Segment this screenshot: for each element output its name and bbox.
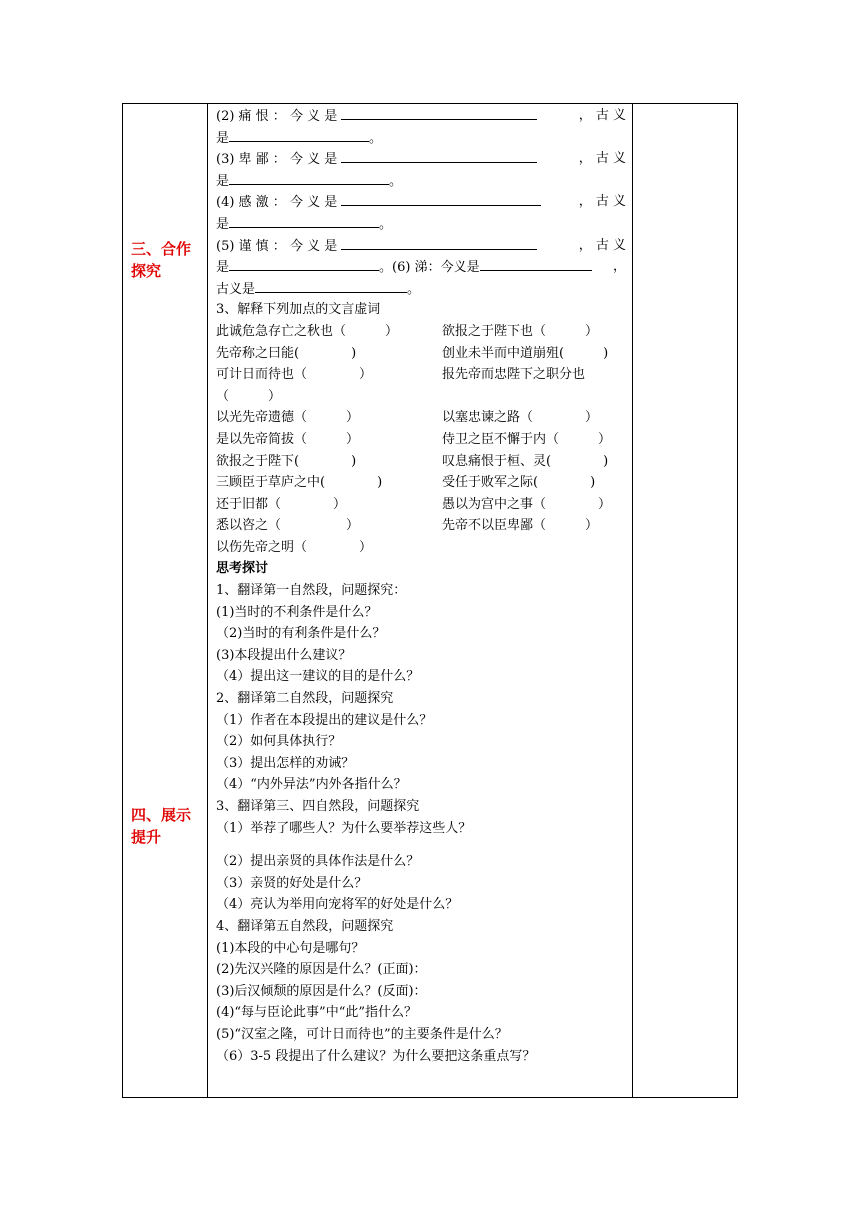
xuci-item: 侍卫之臣不懈于内（ ） [442,431,612,447]
question-heading: 4、翻译第五自然段，问题探究 [216,918,394,934]
xuci-row [216,515,626,537]
thinking-heading: 思考探讨 [216,561,269,577]
xuci-row [216,364,626,386]
xuci-item: 可计日而待也（ ） [216,367,373,383]
xuci-row [216,472,626,494]
vocab-line: (2) 痛 恨 ： 今 义 是 ， 古 义 [216,105,626,127]
xuci-item: 叹息痛恨于桓、灵( ) [442,453,609,469]
question-heading: 3、翻译第三、四自然段，问题探究 [216,799,420,814]
xuci-row [216,386,626,408]
xuci-item: 悉以咨之（ ） [216,518,360,534]
xuci-row [216,451,626,473]
main-content [216,105,626,1067]
answer-blank[interactable] [341,191,541,206]
vocab-line: 是 。 [216,127,626,149]
question-item: （2）如何具体执行？ [216,734,342,750]
section-heading-cooperation: 三、合作探究 [131,240,192,280]
xuci-row [216,537,626,559]
vocab-line: (4) 感 激 ： 今 义 是 ， 古 义 [216,191,626,213]
xuci-row [216,429,626,451]
question-heading: 1、翻译第一自然段，问题探究： [216,583,407,599]
xuci-item: 先帝不以臣卑鄙（ ） [442,518,599,534]
answer-blank[interactable] [229,256,379,271]
xuci-list [216,321,626,559]
xuci-item: 以伤先帝之明（ ） [216,539,373,555]
question-item: (4)“每与臣论此事”中“此”指什么？ [216,1005,417,1021]
xuci-item: 是以先帝简拔（ ） [216,431,360,447]
question-item: （4）亮认为举用向宠将军的好处是什么？ [216,897,459,913]
xuci-item: 欲报之于陛下( ) [216,453,357,469]
question-item: （1）作者在本段提出的建议是什么？ [216,712,433,728]
vocab-line: 是 。 [216,213,626,235]
answer-blank[interactable] [229,127,369,142]
xuci-item: 先帝称之曰能( ) [216,345,357,361]
question-item: (1)当时的不利条件是什么？ [216,604,378,620]
section-heading-display: 四、展示提升 [131,806,192,846]
question-item: (2)先汉兴隆的原因是什么？(正面)： [216,962,427,978]
question-item: （3）亲贤的好处是什么？ [216,875,368,891]
answer-blank[interactable] [341,235,537,250]
xuci-item: 创业未半而中道崩殂( ) [442,345,609,361]
column-divider [207,104,208,1097]
xuci-item: 报先帝而忠陛下之职分也 [442,367,586,383]
question-item: （2)当时的有利条件是什么？ [216,626,386,642]
question-item: (5)“汉室之隆，可计日而待也”的主要条件是什么？ [216,1026,508,1042]
answer-blank[interactable] [341,105,537,120]
xuci-row [216,343,626,365]
xuci-item: （ ） [216,388,282,404]
xuci-item: 此诚危急存亡之秋也（ ） [216,323,399,339]
xuci-item: 以光先帝遗德（ ） [216,410,360,426]
answer-blank[interactable] [229,213,379,228]
xuci-item: 三顾臣于草庐之中( ) [216,475,383,491]
question-list [216,602,626,688]
vocab-line: 是 。 [216,170,626,192]
question-item: （2）提出亲贤的具体作法是什么？ [216,854,420,870]
question-list [216,710,626,796]
question-item: （3）提出怎样的劝诫？ [216,755,355,771]
xuci-item: 受任于败军之际( ) [442,475,596,491]
xuci-item: 欲报之于陛下也（ ） [442,323,599,339]
question-item: （4）提出这一建议的目的是什么？ [216,669,420,685]
xuci-row [216,494,626,516]
answer-blank[interactable] [341,148,537,163]
answer-blank[interactable] [480,256,592,271]
column-divider [632,104,633,1097]
vocab-line: (3) 卑 鄙 ： 今 义 是 ， 古 义 [216,148,626,170]
vocab-line: 古义是 。 [216,278,626,300]
xuci-item: 愚以为宫中之事（ ） [442,496,612,512]
question-item: （4）“内外异法”内外各指什么？ [216,777,407,793]
xuci-row [216,407,626,429]
question-list [216,938,626,1068]
question-item: (3)后汉倾颓的原因是什么？(反面)： [216,983,427,999]
question-heading: 2、翻译第二自然段，问题探究 [216,691,394,707]
xuci-item: 还于旧都（ ） [216,496,347,512]
question-item: （1）举荐了哪些人？为什么要举荐这些人？ [216,820,472,836]
answer-blank[interactable] [255,278,407,293]
worksheet-table [122,103,738,1098]
question-item: (1)本段的中心句是哪句？ [216,940,365,956]
question-list [216,818,626,916]
answer-blank[interactable] [229,170,389,185]
answer-space [216,839,626,851]
xuci-heading: 3、解释下列加点的文言虚词 [216,302,381,318]
xuci-item: 以塞忠谏之路（ ） [442,410,599,426]
vocab-line: 是 。(6) 涕：今义是 ， [216,256,626,278]
xuci-row [216,321,626,343]
question-item: (3)本段提出什么建议？ [216,647,352,663]
question-item: （6）3-5 段提出了什么建议？为什么要把这条重点写？ [216,1048,536,1064]
vocab-line: (5) 谨 慎 ： 今 义 是 ， 古 义 [216,235,626,257]
